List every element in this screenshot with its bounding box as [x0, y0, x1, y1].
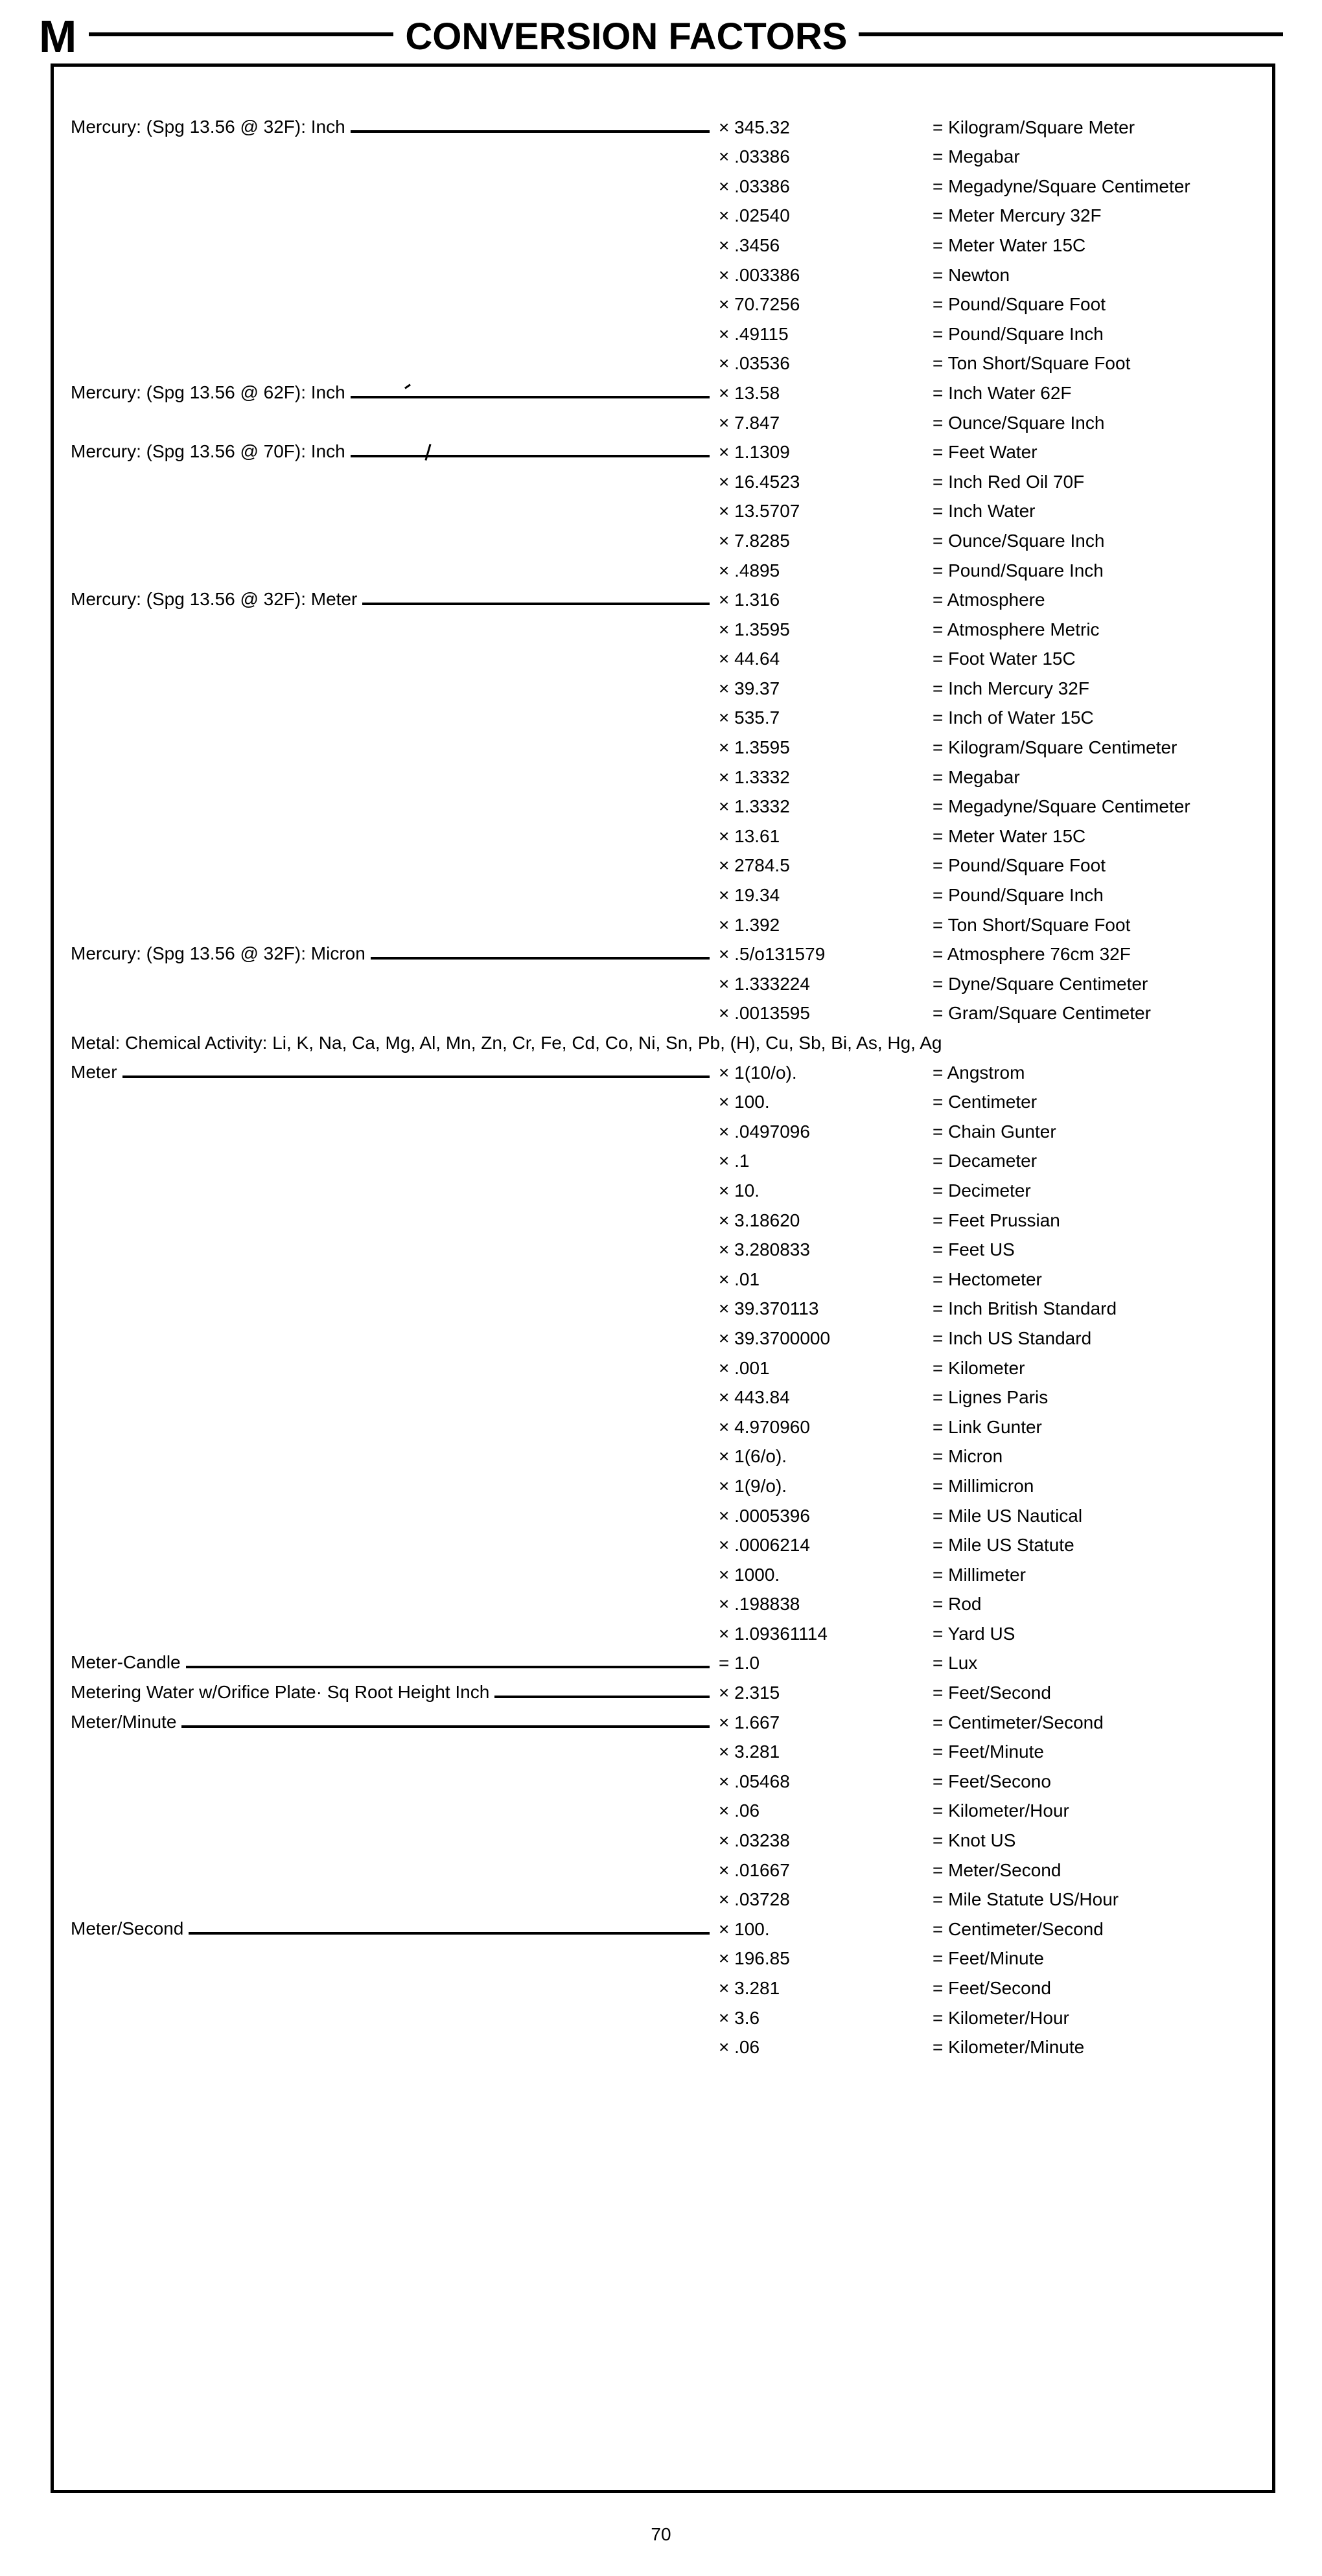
table-row	[71, 1383, 1255, 1412]
conversion-factor: × 443.84	[719, 1387, 790, 1408]
target-unit: = Pound/Square Foot	[933, 294, 1106, 315]
conversion-factor: × 16.4523	[719, 471, 800, 492]
target-unit: = Inch Mercury 32F	[933, 678, 1089, 698]
table-row	[71, 1677, 1255, 1707]
row-label: Meter/Minute	[71, 1712, 177, 1732]
target-unit: = Meter Water 15C	[933, 235, 1086, 255]
conversion-factor: × 39.37	[719, 678, 780, 698]
target-unit: = Inch Water 62F	[933, 382, 1072, 403]
target-unit: = Chain Gunter	[933, 1121, 1056, 1142]
conversion-factor: × .06	[719, 1800, 760, 1821]
target-unit: = Link Gunter	[933, 1416, 1042, 1437]
conversion-factor: × 196.85	[719, 1948, 790, 1969]
row-label-cell	[71, 1318, 719, 1323]
table-row	[71, 201, 1255, 231]
target-unit: = Feet US	[933, 1239, 1015, 1260]
header-rule-right	[859, 32, 1283, 36]
table-row	[71, 1825, 1255, 1855]
table-row	[71, 1235, 1255, 1265]
target-unit: = Centimeter	[933, 1092, 1038, 1112]
conversion-factor: × 1.333224	[719, 973, 810, 994]
row-label-cell	[71, 1377, 719, 1383]
row-label-cell	[71, 1909, 719, 1914]
row-label: Mercury: (Spg 13.56 @ 32F): Micron	[71, 945, 365, 964]
table-row	[71, 1501, 1255, 1530]
row-label-cell	[71, 1200, 719, 1205]
conversion-factor: × .03238	[719, 1830, 790, 1851]
target-unit: = Gram/Square Centimeter	[933, 1003, 1151, 1024]
target-unit: = Micron	[933, 1446, 1003, 1467]
conversion-factor: × .03536	[719, 353, 790, 374]
target-unit: = Inch British Standard	[933, 1298, 1117, 1319]
target-unit: = Centimeter/Second	[933, 1712, 1104, 1732]
table-row	[71, 1294, 1255, 1324]
target-unit: = Hectometer	[933, 1269, 1042, 1289]
conversion-factor: × .198838	[719, 1594, 800, 1615]
row-label-cell	[71, 945, 719, 969]
row-label-cell	[71, 1230, 719, 1235]
row-label: Metering Water w/Orifice Plate· Sq Root Height Inch	[71, 1683, 490, 1703]
table-row	[71, 880, 1255, 910]
row-label-cell	[71, 1289, 719, 1294]
row-label-cell	[71, 845, 719, 851]
table-row	[71, 555, 1255, 585]
table-row	[71, 1855, 1255, 1885]
conversion-factor: × .4895	[719, 560, 780, 581]
table-row	[71, 171, 1255, 201]
table-row	[71, 1914, 1255, 1944]
conversion-factor: × 3.280833	[719, 1239, 810, 1260]
table-row	[71, 1648, 1255, 1678]
row-label-cell	[71, 1584, 719, 1589]
target-unit: = Mile US Nautical	[933, 1505, 1083, 1526]
table-row	[71, 1412, 1255, 1442]
row-label-cell	[71, 1653, 719, 1677]
row-label-cell	[71, 314, 719, 319]
page-footer	[0, 2524, 1322, 2545]
conversion-factor: × 3.281	[719, 1978, 780, 1998]
conversion-factor: × 1(10/o).	[719, 1062, 797, 1083]
conversion-factor: × 535.7	[719, 707, 780, 728]
leader-rule	[122, 1075, 710, 1078]
table-row	[71, 1442, 1255, 1471]
table-row	[71, 1264, 1255, 1294]
table-row	[71, 230, 1255, 260]
conversion-factor: × .0005396	[719, 1505, 810, 1526]
table-row	[71, 644, 1255, 674]
target-unit: = Millimeter	[933, 1564, 1026, 1585]
target-unit: = Feet/Minute	[933, 1742, 1044, 1762]
leader-rule	[351, 396, 710, 398]
conversion-factor: × 44.64	[719, 649, 780, 669]
table-row	[71, 408, 1255, 437]
leader-rule	[189, 1932, 710, 1935]
target-unit: = Kilometer/Hour	[933, 1800, 1069, 1821]
row-label-cell	[71, 698, 719, 703]
target-unit: = Kilometer	[933, 1357, 1025, 1378]
conversion-factor: × 100.	[719, 1918, 770, 1939]
conversion-factor: × .001	[719, 1357, 770, 1378]
table-row	[71, 673, 1255, 703]
target-unit: = Lux	[933, 1653, 978, 1673]
table-row	[71, 1559, 1255, 1589]
target-unit: = Atmosphere 76cm 32F	[933, 944, 1131, 965]
target-unit: = Atmosphere Metric	[933, 619, 1100, 639]
conversion-factor: × .01667	[719, 1859, 790, 1880]
table-row	[71, 142, 1255, 172]
table-row	[71, 290, 1255, 319]
row-label-cell	[71, 1820, 719, 1825]
conversion-factor: × 19.34	[719, 885, 780, 906]
table-row	[71, 260, 1255, 290]
target-unit: = Atmosphere	[933, 590, 1045, 610]
table-row	[71, 466, 1255, 496]
conversion-factor: × .03386	[719, 176, 790, 196]
table-row	[71, 378, 1255, 408]
target-unit: = Megabar	[933, 766, 1020, 787]
conversion-factor: × 1.3595	[719, 619, 790, 639]
conversion-factor: × 1(9/o).	[719, 1475, 787, 1496]
row-label-cell	[71, 118, 719, 142]
conversion-factor: × .0497096	[719, 1121, 810, 1142]
target-unit: = Feet Water	[933, 442, 1038, 463]
page-number: 70	[651, 2524, 671, 2544]
conversion-factor: × 3.6	[719, 2007, 760, 2028]
row-label-cell	[71, 1466, 719, 1471]
target-unit: = Decameter	[933, 1151, 1038, 1171]
conversion-factor: × 345.32	[719, 117, 790, 137]
target-unit: = Feet/Minute	[933, 1948, 1044, 1969]
table-row	[71, 1175, 1255, 1205]
target-unit: = Mile US Statute	[933, 1535, 1074, 1556]
leader-rule	[362, 603, 710, 605]
content-frame	[51, 63, 1275, 2493]
conversion-factor: × 1.1309	[719, 442, 790, 463]
row-label-cell	[71, 904, 719, 910]
leader-rule	[181, 1725, 710, 1728]
conversion-factor: × .49115	[719, 323, 789, 344]
target-unit: = Pound/Square Inch	[933, 560, 1104, 581]
table-row	[71, 437, 1255, 467]
target-unit: = Centimeter/Second	[933, 1918, 1104, 1939]
table-row	[71, 969, 1255, 998]
row-label-cell	[71, 639, 719, 644]
conversion-factor: × 70.7256	[719, 294, 800, 315]
conversion-factor: × .01	[719, 1269, 760, 1289]
conversion-table	[71, 112, 1255, 2062]
row-label: Mercury: (Spg 13.56 @ 32F): Inch	[71, 117, 345, 137]
row-label-cell	[71, 443, 719, 466]
target-unit: = Inch Red Oil 70F	[933, 471, 1085, 492]
table-row	[71, 821, 1255, 851]
target-unit: = Lignes Paris	[933, 1387, 1049, 1408]
row-label-cell	[71, 1920, 719, 1944]
table-row	[71, 525, 1255, 555]
row-label-cell	[71, 1713, 719, 1737]
table-row	[71, 792, 1255, 822]
conversion-factor: × 13.58	[719, 382, 780, 403]
row-label-cell	[71, 1495, 719, 1501]
target-unit: = Feet/Secono	[933, 1771, 1051, 1791]
table-row	[71, 1116, 1255, 1146]
table-row	[71, 1589, 1255, 1619]
target-unit: = Inch of Water 15C	[933, 707, 1094, 728]
conversion-factor: × .003386	[719, 264, 800, 285]
row-label-cell	[71, 1111, 719, 1116]
leader-rule	[351, 455, 710, 457]
target-unit: = Megadyne/Square Centimeter	[933, 796, 1190, 817]
table-row	[71, 1471, 1255, 1501]
leader-rule	[186, 1666, 710, 1668]
conversion-factor: × 1.3595	[719, 737, 790, 758]
table-row	[71, 614, 1255, 644]
table-row	[71, 998, 1255, 1028]
row-label-cell	[71, 1436, 719, 1442]
conversion-factor: × 39.370113	[719, 1298, 819, 1319]
conversion-factor: × 2.315	[719, 1683, 780, 1703]
row-label-cell	[71, 373, 719, 378]
leader-rule	[371, 957, 710, 960]
row-label: Meter	[71, 1063, 117, 1082]
row-label-cell	[71, 1997, 719, 2003]
target-unit: = Kilometer/Hour	[933, 2007, 1069, 2028]
section-letter: M	[39, 11, 76, 62]
conversion-factor: × 1.3332	[719, 796, 790, 817]
target-unit: = Rod	[933, 1594, 982, 1615]
row-label-cell	[71, 2056, 719, 2062]
target-unit: = Ounce/Square Inch	[933, 412, 1105, 433]
conversion-factor: × 1.316	[719, 590, 780, 610]
row-label-cell	[71, 384, 719, 408]
conversion-factor: × 1000.	[719, 1564, 780, 1585]
conversion-factor: × .06	[719, 2037, 760, 2058]
row-label-cell	[71, 668, 719, 673]
conversion-factor: × 3.18620	[719, 1210, 800, 1230]
conversion-factor: × 13.61	[719, 825, 780, 846]
row-label-cell	[71, 727, 719, 732]
row-label: Mercury: (Spg 13.56 @ 62F): Inch	[71, 383, 345, 402]
row-label-cell	[71, 1968, 719, 1973]
table-row	[71, 1087, 1255, 1117]
target-unit: = Meter Water 15C	[933, 825, 1086, 846]
table-row	[71, 1885, 1255, 1915]
table-row	[71, 1618, 1255, 1648]
target-unit: = Meter Mercury 32F	[933, 205, 1102, 226]
target-unit: = Meter/Second	[933, 1859, 1061, 1880]
target-unit: = Megadyne/Square Centimeter	[933, 176, 1190, 196]
target-unit: = Mile Statute US/Hour	[933, 1889, 1119, 1910]
target-unit: = Kilometer/Minute	[933, 2037, 1085, 2058]
table-row	[71, 496, 1255, 526]
target-unit: = Kilogram/Square Meter	[933, 117, 1135, 137]
conversion-factor: × 1.392	[719, 914, 780, 935]
row-label-cell	[71, 432, 719, 437]
conversion-factor: × .05468	[719, 1771, 790, 1791]
row-label-cell	[71, 255, 719, 260]
row-label-cell	[71, 1259, 719, 1264]
row-label-cell	[71, 520, 719, 525]
row-label-cell	[71, 284, 719, 290]
target-unit: = Pound/Square Inch	[933, 323, 1104, 344]
table-row	[71, 1323, 1255, 1353]
table-row	[71, 1973, 1255, 2003]
table-row	[71, 585, 1255, 615]
conversion-factor: × 1(6/o).	[719, 1446, 787, 1467]
table-row	[71, 939, 1255, 969]
conversion-factor: × 7.847	[719, 412, 780, 433]
table-row	[71, 112, 1255, 142]
row-label: Mercury: (Spg 13.56 @ 70F): Inch	[71, 443, 345, 462]
row-label: Meter-Candle	[71, 1653, 181, 1673]
conversion-factor: × 3.281	[719, 1742, 780, 1762]
row-label-cell	[71, 1850, 719, 1855]
row-label-cell	[71, 1407, 719, 1412]
row-label-cell	[71, 550, 719, 555]
table-row	[71, 910, 1255, 939]
table-row	[71, 349, 1255, 378]
conversion-factor: × 7.8285	[719, 530, 790, 551]
target-unit: = Kilogram/Square Centimeter	[933, 737, 1177, 758]
target-unit: = Yard US	[933, 1623, 1015, 1644]
table-row	[71, 1530, 1255, 1560]
table-row	[71, 1146, 1255, 1176]
table-row	[71, 1737, 1255, 1767]
target-unit: = Millimicron	[933, 1475, 1034, 1496]
row-label-cell	[71, 1643, 719, 1648]
conversion-factor: × 100.	[719, 1092, 770, 1112]
target-unit: = Inch Water	[933, 501, 1036, 522]
target-unit: = Foot Water 15C	[933, 649, 1076, 669]
table-row	[71, 1944, 1255, 1973]
row-label-cell	[71, 993, 719, 998]
table-row	[71, 1796, 1255, 1826]
table-row	[71, 851, 1255, 880]
target-unit: = Knot US	[933, 1830, 1016, 1851]
row-label-cell	[71, 580, 719, 585]
conversion-factor: × 4.970960	[719, 1416, 810, 1437]
table-row	[71, 1707, 1255, 1737]
content-area	[71, 81, 1255, 2476]
target-unit: = Feet Prussian	[933, 1210, 1060, 1230]
table-row	[71, 319, 1255, 349]
table-row	[71, 762, 1255, 792]
row-note: Metal: Chemical Activity: Li, K, Na, Ca, Mg, Al, Mn, Zn, Cr, Fe, Cd, Co, Ni, Sn, Pb, (H), Cu, Sb, Bi, As, Hg, Ag	[71, 1033, 942, 1053]
row-label-cell	[71, 934, 719, 939]
page-title: CONVERSION FACTORS	[405, 15, 848, 58]
target-unit: = Pound/Square Inch	[933, 885, 1104, 906]
target-unit: = Ton Short/Square Foot	[933, 914, 1131, 935]
header-rule-left	[89, 32, 393, 36]
row-label: Mercury: (Spg 13.56 @ 32F): Meter	[71, 590, 358, 610]
target-unit: = Decimeter	[933, 1180, 1031, 1201]
row-label-cell	[71, 491, 719, 496]
table-row	[71, 1205, 1255, 1235]
row-label-cell	[71, 816, 719, 821]
conversion-factor: × 1.3332	[719, 766, 790, 787]
table-row	[71, 2032, 1255, 2062]
conversion-factor: × .03728	[719, 1889, 790, 1910]
target-unit: = Ounce/Square Inch	[933, 530, 1105, 551]
row-label-cell	[71, 1348, 719, 1353]
row-label-cell	[71, 757, 719, 762]
row-label-cell	[71, 1683, 719, 1707]
target-unit: = Ton Short/Square Foot	[933, 353, 1131, 374]
row-label-cell	[71, 1791, 719, 1796]
row-label-cell	[71, 1141, 719, 1146]
row-label-cell	[71, 787, 719, 792]
conversion-factor: = 1.0	[719, 1653, 760, 1673]
table-row	[71, 1766, 1255, 1796]
conversion-factor: × .3456	[719, 235, 780, 255]
conversion-factor: × .03386	[719, 146, 790, 167]
target-unit: = Newton	[933, 264, 1010, 285]
table-row	[71, 1057, 1255, 1087]
conversion-factor: × .0006214	[719, 1535, 810, 1556]
row-label-cell	[71, 1761, 719, 1766]
conversion-factor: × 10.	[719, 1180, 760, 1201]
conversion-factor: × 2784.5	[719, 855, 790, 876]
leader-rule	[494, 1696, 710, 1698]
target-unit: = Angstrom	[933, 1062, 1025, 1083]
row-label-cell	[71, 196, 719, 201]
conversion-factor: × .0013595	[719, 1003, 810, 1024]
row-label-cell	[71, 1063, 719, 1087]
row-label-cell	[71, 1022, 719, 1028]
table-row	[71, 703, 1255, 733]
target-unit: = Dyne/Square Centimeter	[933, 973, 1148, 994]
table-row	[71, 1353, 1255, 1383]
target-unit: = Feet/Second	[933, 1978, 1051, 1998]
row-label-cell	[71, 343, 719, 349]
row-label-cell	[71, 1554, 719, 1559]
conversion-factor: × 1.667	[719, 1712, 780, 1732]
row-label-cell	[71, 590, 719, 614]
leader-rule	[351, 130, 710, 133]
row-label-cell	[71, 225, 719, 230]
conversion-factor: × .02540	[719, 205, 790, 226]
conversion-factor: × .5/o131579	[719, 944, 826, 965]
row-label-cell	[71, 1613, 719, 1618]
page-header	[39, 9, 1283, 63]
conversion-factor: × 1.09361114	[719, 1623, 828, 1644]
row-label-cell	[71, 1170, 719, 1175]
target-unit: = Inch US Standard	[933, 1328, 1092, 1348]
target-unit: = Feet/Second	[933, 1683, 1051, 1703]
target-unit: = Pound/Square Foot	[933, 855, 1106, 876]
target-unit: = Megabar	[933, 146, 1020, 167]
row-label-cell	[71, 1880, 719, 1885]
conversion-factor: × 13.5707	[719, 501, 800, 522]
table-row	[71, 1028, 1255, 1057]
row-label-cell	[71, 1525, 719, 1530]
table-row	[71, 2003, 1255, 2032]
table-row	[71, 732, 1255, 762]
row-label-cell	[71, 166, 719, 171]
row-label-cell	[71, 2027, 719, 2032]
row-label-cell	[71, 875, 719, 880]
row-label: Meter/Second	[71, 1919, 184, 1938]
conversion-factor: × .1	[719, 1151, 750, 1171]
conversion-factor: × 39.3700000	[719, 1328, 831, 1348]
